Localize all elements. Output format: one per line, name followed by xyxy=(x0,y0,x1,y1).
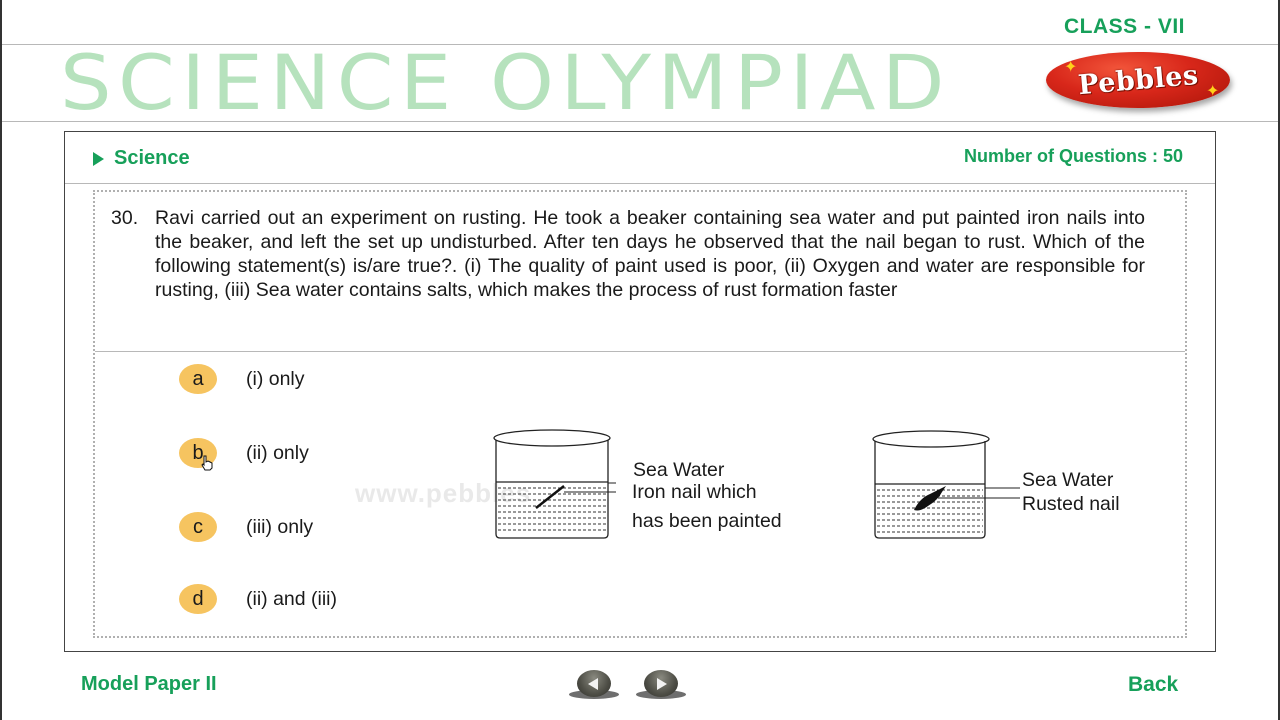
option-c[interactable] xyxy=(179,512,313,542)
previous-ball[interactable] xyxy=(577,670,611,697)
play-triangle-icon xyxy=(93,152,104,166)
diagram-label-rusted-nail: Rusted nail xyxy=(1022,493,1120,515)
watermark: www.pebbles xyxy=(355,478,532,508)
hand-cursor-icon xyxy=(200,455,214,471)
beaker-painted-nail-diagram xyxy=(492,426,616,542)
option-text[interactable]: (iii) only xyxy=(246,515,314,538)
back-button[interactable]: Back xyxy=(1128,673,1179,696)
option-letter-badge[interactable]: c xyxy=(179,512,217,542)
question-number: 30. xyxy=(111,207,139,229)
sparkle-icon: ✦ xyxy=(1206,83,1220,100)
option-letter-badge[interactable]: b xyxy=(179,438,217,468)
beaker-rusted-nail-diagram xyxy=(870,426,1024,542)
subject-heading xyxy=(93,147,190,170)
option-letter-badge[interactable]: a xyxy=(179,364,217,394)
question-count: Number of Questions : 50 xyxy=(963,146,1183,166)
option-d[interactable] xyxy=(179,584,337,614)
logo-text: Pebbles xyxy=(1076,59,1200,101)
page-title: SCIENCE OLYMPIAD xyxy=(60,38,951,127)
previous-button[interactable] xyxy=(577,670,611,700)
sparkle-icon: ✦ xyxy=(1064,59,1078,76)
diagram-label-painted: has been painted xyxy=(632,510,782,532)
diagram-label-sea-water-2: Sea Water xyxy=(1022,469,1114,491)
next-ball[interactable] xyxy=(644,670,678,697)
question-box xyxy=(93,190,1187,638)
left-arrow-icon xyxy=(588,678,598,690)
option-text[interactable]: (ii) and (iii) xyxy=(246,587,338,610)
next-button[interactable] xyxy=(644,670,678,700)
question-text: Ravi carried out an experiment on rusting. He took a beaker containing sea water and put painted iron nails into the beaker, and left the set up undisturbed. After ten days he observed that the nail began to rust. Which of the following statement(s) is/are true?. (i) The quality of paint used is poor, (ii) Oxygen and water are responsible for rusting, (iii) Sea water contains salts, which makes the process of rust formation faster xyxy=(155,207,1145,301)
diagram-label-iron-nail: Iron nail which xyxy=(632,481,757,503)
right-arrow-icon xyxy=(657,678,667,690)
option-text[interactable]: (i) only xyxy=(246,367,305,390)
class-label: CLASS - VII xyxy=(1064,15,1186,38)
option-b[interactable] xyxy=(179,438,309,468)
option-letter-badge[interactable]: d xyxy=(179,584,217,614)
option-a[interactable] xyxy=(179,364,305,394)
panel-header xyxy=(65,132,1215,184)
pebbles-logo xyxy=(1046,52,1230,108)
option-text[interactable]: (ii) only xyxy=(246,441,309,464)
model-paper-label: Model Paper II xyxy=(81,673,217,695)
diagram-label-sea-water: Sea Water xyxy=(633,459,725,481)
subject-label: Science xyxy=(114,147,190,169)
divider xyxy=(95,351,1185,352)
question xyxy=(111,206,1145,302)
